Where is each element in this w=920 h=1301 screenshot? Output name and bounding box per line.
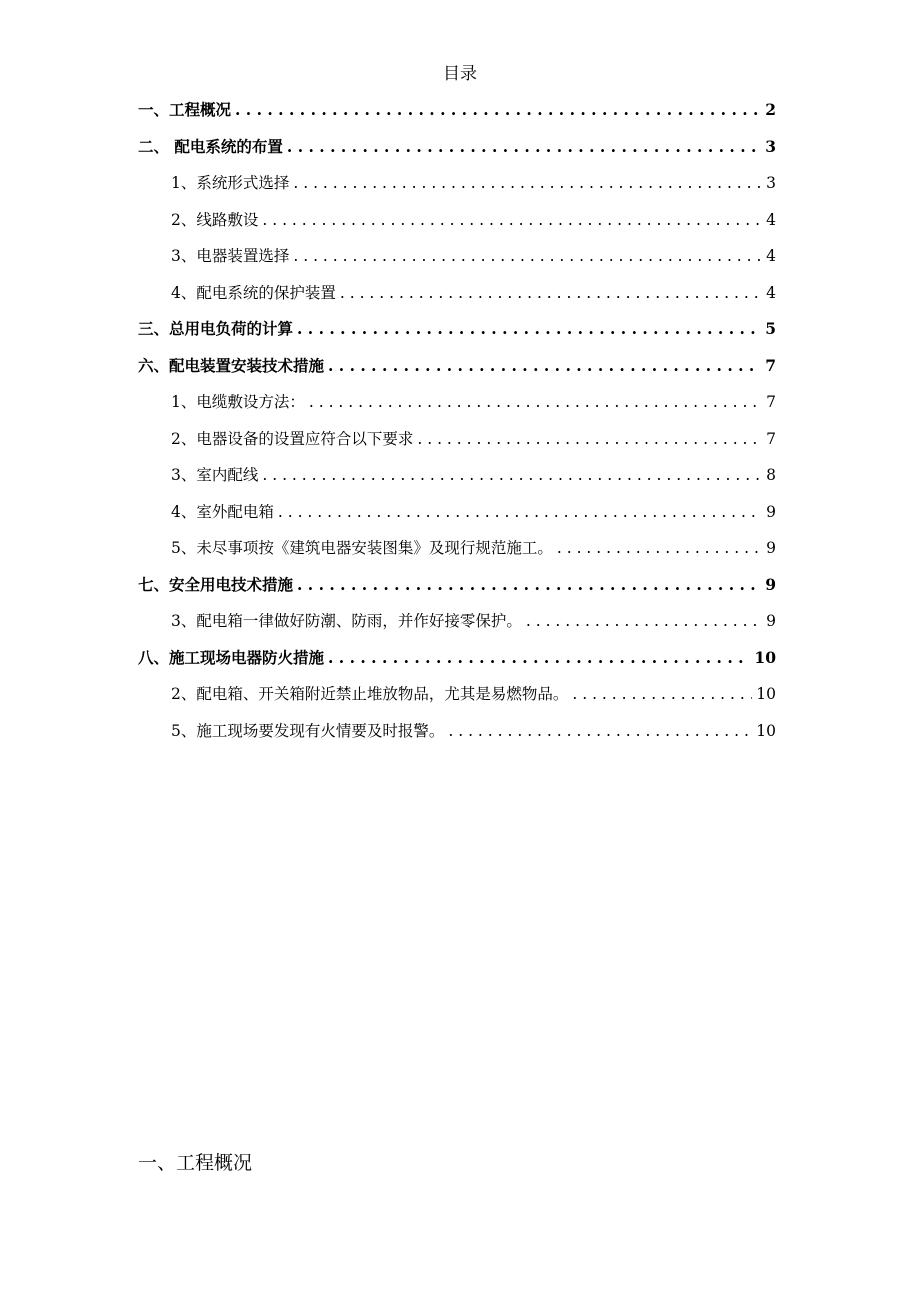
toc-entry-label: 4、配电系统的保护装置 — [171, 283, 336, 302]
toc-dot-leader — [297, 315, 761, 343]
toc-entry[interactable] — [138, 425, 776, 462]
toc-entry-page-number: 9 — [766, 612, 776, 630]
toc-entry-label: 八、施工现场电器防火措施 — [138, 647, 325, 667]
toc-entry[interactable] — [138, 242, 776, 279]
toc-dot-leader — [417, 425, 762, 453]
toc-entry[interactable] — [138, 534, 776, 571]
toc-entry-label: 一、工程概况 — [138, 100, 232, 119]
toc-title: 目录 — [443, 64, 477, 84]
toc-dot-leader — [262, 206, 762, 234]
toc-dot-leader — [287, 133, 761, 161]
toc-dot-leader — [297, 571, 761, 599]
toc-entry-page-number: 3 — [766, 174, 776, 192]
toc-dot-leader — [340, 279, 762, 307]
toc-entry-label: 六、配电装置安装技术措施 — [138, 355, 325, 375]
toc-dot-leader — [278, 498, 762, 526]
toc-dot-leader — [448, 717, 752, 745]
toc-entry[interactable] — [138, 461, 776, 498]
toc-entry-label: 2、配电箱、开关箱附近禁止堆放物品，尤其是易燃物品。 — [171, 685, 569, 703]
toc-entry[interactable] — [138, 315, 776, 352]
toc-entry-page-number: 9 — [766, 502, 776, 521]
toc-entry-label: 3、室内配线 — [171, 466, 259, 484]
toc-entry[interactable] — [138, 607, 776, 644]
toc-entry-page-number: 10 — [756, 721, 776, 740]
toc-entry-page-number: 7 — [766, 429, 776, 448]
toc-entry[interactable] — [138, 717, 776, 754]
toc-entry-page-number: 7 — [766, 393, 776, 411]
toc-entry-label: 二、 配电系统的布置 — [138, 136, 283, 156]
toc-entry-page-number: 4 — [766, 247, 776, 265]
toc-entry[interactable] — [138, 388, 776, 425]
toc-entry-label: 2、电器设备的设置应符合以下要求 — [171, 429, 414, 448]
toc-entry[interactable] — [138, 571, 776, 608]
toc-entry-label: 七、安全用电技术措施 — [138, 574, 294, 594]
toc-entry-page-number: 10 — [754, 647, 776, 667]
toc-entry[interactable] — [138, 133, 776, 170]
toc-entry[interactable] — [138, 644, 776, 681]
toc-entry-label: 1、系统形式选择 — [171, 174, 290, 192]
toc-dot-leader — [526, 607, 762, 635]
table-of-contents — [138, 96, 776, 753]
toc-entry-label: 2、线路敷设 — [171, 210, 259, 229]
toc-entry[interactable] — [138, 206, 776, 243]
toc-entry[interactable] — [138, 352, 776, 389]
toc-entry-page-number: 2 — [765, 100, 776, 119]
toc-entry-page-number: 4 — [766, 283, 776, 302]
toc-entry-page-number: 9 — [766, 539, 776, 557]
toc-dot-leader — [309, 388, 762, 416]
toc-dot-leader — [235, 96, 761, 124]
toc-entry-label: 4、室外配电箱 — [171, 502, 274, 521]
toc-entry-label: 5、未尽事项按《建筑电器安装图集》及现行规范施工。 — [171, 539, 553, 557]
toc-dot-leader — [328, 644, 750, 672]
toc-entry[interactable] — [138, 680, 776, 717]
toc-entry-label: 3、配电箱一律做好防潮、防雨，并作好接零保护。 — [171, 612, 522, 630]
toc-entry-page-number: 7 — [765, 355, 776, 375]
toc-dot-leader — [293, 169, 762, 197]
toc-entry[interactable] — [138, 279, 776, 316]
toc-entry-label: 三、总用电负荷的计算 — [138, 319, 294, 338]
toc-dot-leader — [328, 352, 761, 380]
toc-entry[interactable] — [138, 169, 776, 206]
toc-dot-leader — [293, 242, 762, 270]
toc-entry-label: 1、电缆敷设方法： — [171, 393, 305, 411]
toc-dot-leader — [262, 461, 762, 489]
toc-dot-leader — [572, 680, 752, 708]
section-heading: 一、工程概况 — [138, 1152, 253, 1174]
toc-dot-leader — [557, 534, 762, 562]
toc-entry-page-number: 10 — [756, 685, 776, 703]
toc-entry-page-number: 8 — [766, 466, 776, 484]
toc-entry-page-number: 3 — [765, 136, 776, 156]
toc-entry[interactable] — [138, 498, 776, 535]
toc-entry-label: 5、施工现场要发现有火情要及时报警。 — [171, 721, 445, 740]
toc-entry-page-number: 4 — [766, 210, 776, 229]
toc-entry-label: 3、电器装置选择 — [171, 247, 290, 265]
toc-entry-page-number: 5 — [765, 319, 776, 338]
toc-entry[interactable] — [138, 96, 776, 133]
toc-entry-page-number: 9 — [765, 574, 776, 594]
